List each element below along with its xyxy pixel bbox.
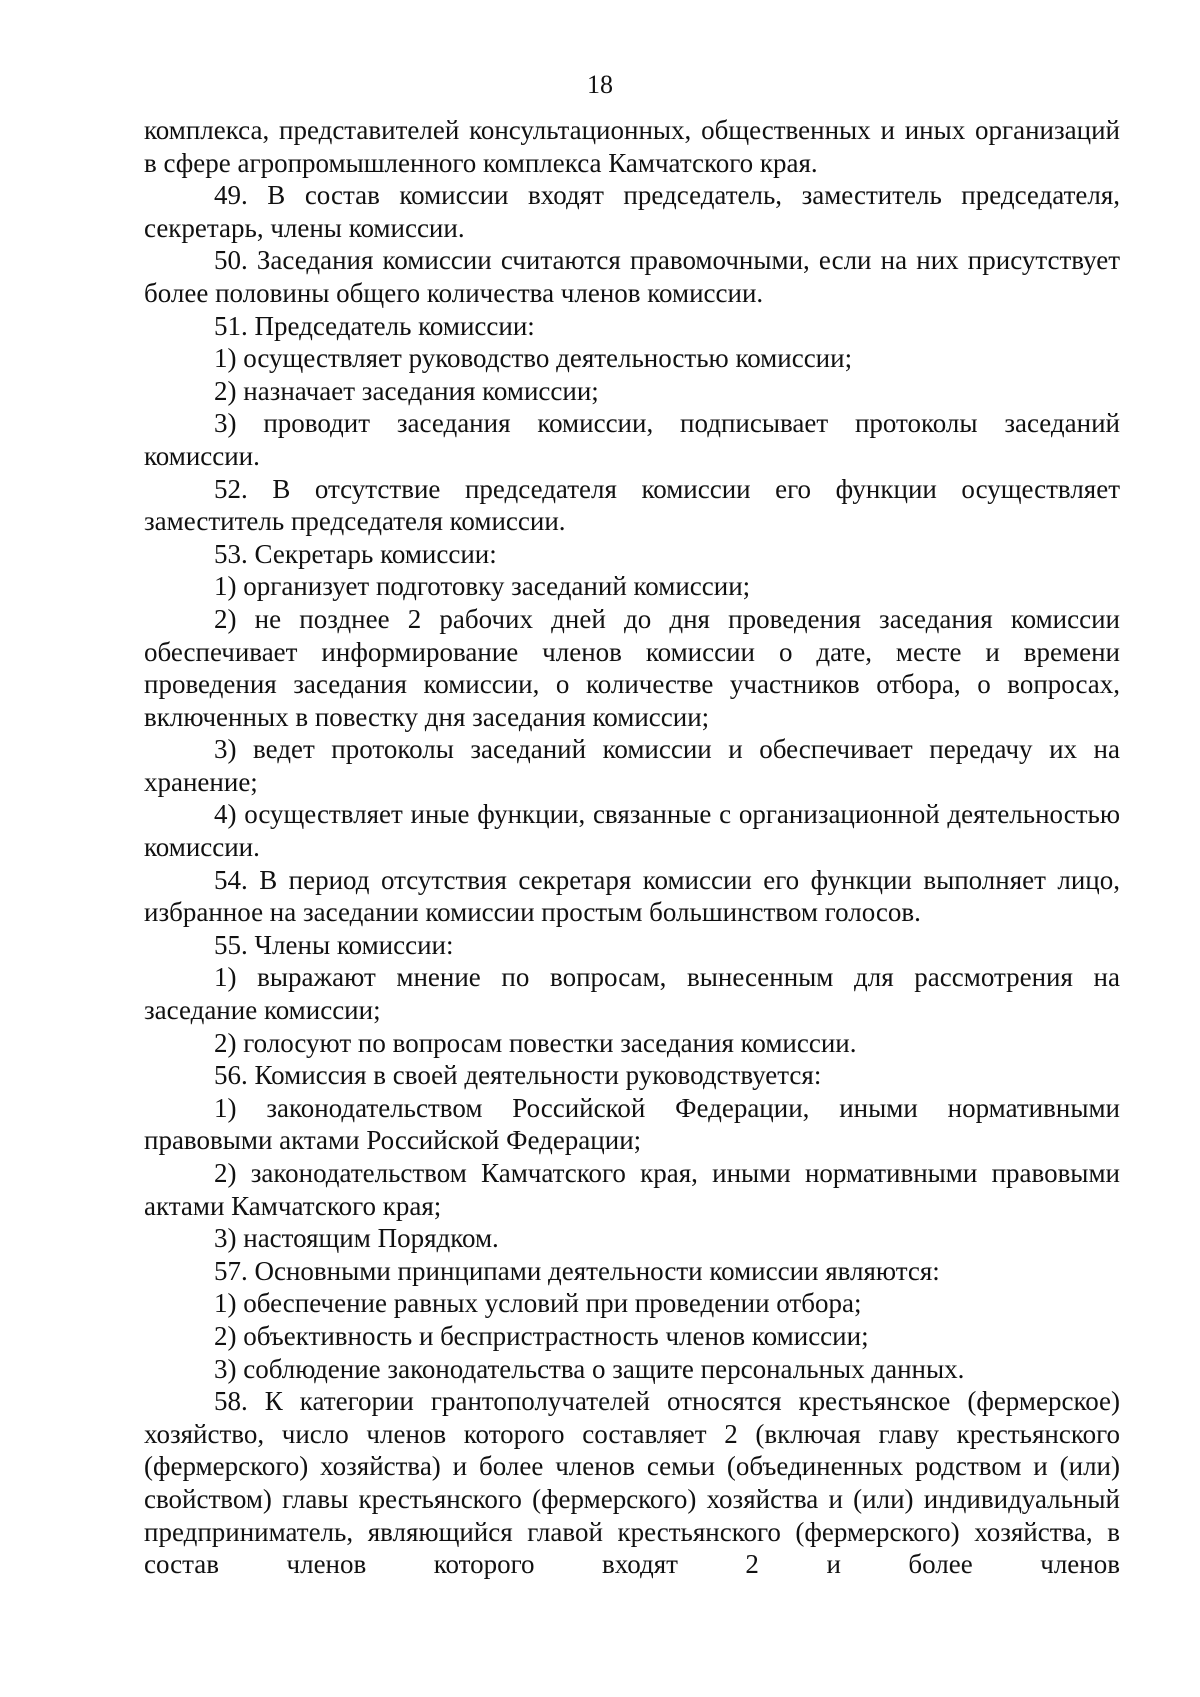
paragraph-51-item-3: 3) проводит заседания комиссии, подписывает протоколы заседаний комиссии.: [144, 408, 1120, 471]
paragraph-53-item-3: 3) ведет протоколы заседаний комиссии и обеспечивает передачу их на хранение;: [144, 734, 1120, 797]
paragraph-57: 57. Основными принципами деятельности комиссии являются:: [214, 1255, 940, 1286]
paragraph-continuation: комплекса, представителей консультационных, общественных и иных организаций в сфере агропромышленного комплекса Камчатского края.: [144, 115, 1120, 178]
paragraph-54: 54. В период отсутствия секретаря комиссии его функции выполняет лицо, избранное на заседании комиссии простым большинством голосов.: [144, 864, 1120, 928]
paragraph-56-item-1: 1) законодательством Российской Федерации, иными нормативными правовыми актами Российской Федерации;: [144, 1092, 1120, 1156]
paragraph-55-item-2: 2) голосуют по вопросам повестки заседания комиссии.: [214, 1027, 857, 1058]
paragraph-58: 58. К категории грантополучателей относятся крестьянское (фермерское) хозяйство, число членов которого составляет 2 (включая главу крестьянского (фермерского) хозяйства) и более членов семьи (объединенных родством и (или) свойством) главы крестьянского (фермерского) хозяйства и (или) индивидуальный предприниматель, являющийся главой крестьянского (фермерского) хозяйства, в состав членов которого входят 2 и более членов: [144, 1386, 1120, 1580]
paragraph-57-item-2: 2) объективность и беспристрастность членов комиссии;: [214, 1320, 869, 1351]
paragraph-57-item-3: 3) соблюдение законодательства о защите персональных данных.: [214, 1353, 965, 1384]
paragraph-55-item-1: 1) выражают мнение по вопросам, вынесенным для рассмотрения на заседание комиссии;: [144, 962, 1120, 1026]
paragraph-51: 51. Председатель комиссии:: [214, 310, 535, 341]
paragraph-56-item-2: 2) законодательством Камчатского края, иными нормативными правовыми актами Камчатского края;: [144, 1158, 1120, 1221]
paragraph-56-item-3: 3) настоящим Порядком.: [214, 1223, 499, 1254]
paragraph-53-item-1: 1) организует подготовку заседаний комиссии;: [214, 571, 751, 602]
paragraph-53: 53. Секретарь комиссии:: [214, 538, 497, 569]
paragraph-51-item-2: 2) назначает заседания комиссии;: [214, 375, 599, 406]
paragraph-52: 52. В отсутствие председателя комиссии его функции осуществляет заместитель председателя комиссии.: [144, 473, 1120, 537]
paragraph-53-item-2: 2) не позднее 2 рабочих дней до дня проведения заседания комиссии обеспечивает информирование членов комиссии о дате, месте и времени проведения заседания комиссии, о количестве участников отбора, о вопросах, включенных в повестку дня заседания комиссии;: [144, 603, 1120, 732]
paragraph-50: 50. Заседания комиссии считаются правомочными, если на них присутствует более половины общего количества членов комиссии.: [144, 245, 1120, 308]
document-body: [144, 114, 1120, 1581]
page-number: 18: [587, 70, 613, 99]
paragraph-51-item-1: 1) осуществляет руководство деятельностью комиссии;: [214, 343, 853, 374]
paragraph-57-item-1: 1) обеспечение равных условий при проведении отбора;: [214, 1288, 862, 1319]
paragraph-49: 49. В состав комиссии входят председатель, заместитель председателя, секретарь, члены комиссии.: [144, 180, 1120, 243]
paragraph-55: 55. Члены комиссии:: [214, 929, 454, 960]
paragraph-53-item-4: 4) осуществляет иные функции, связанные с организационной деятельностью комиссии.: [144, 799, 1120, 863]
paragraph-56: 56. Комиссия в своей деятельности руководствуется:: [214, 1060, 822, 1091]
